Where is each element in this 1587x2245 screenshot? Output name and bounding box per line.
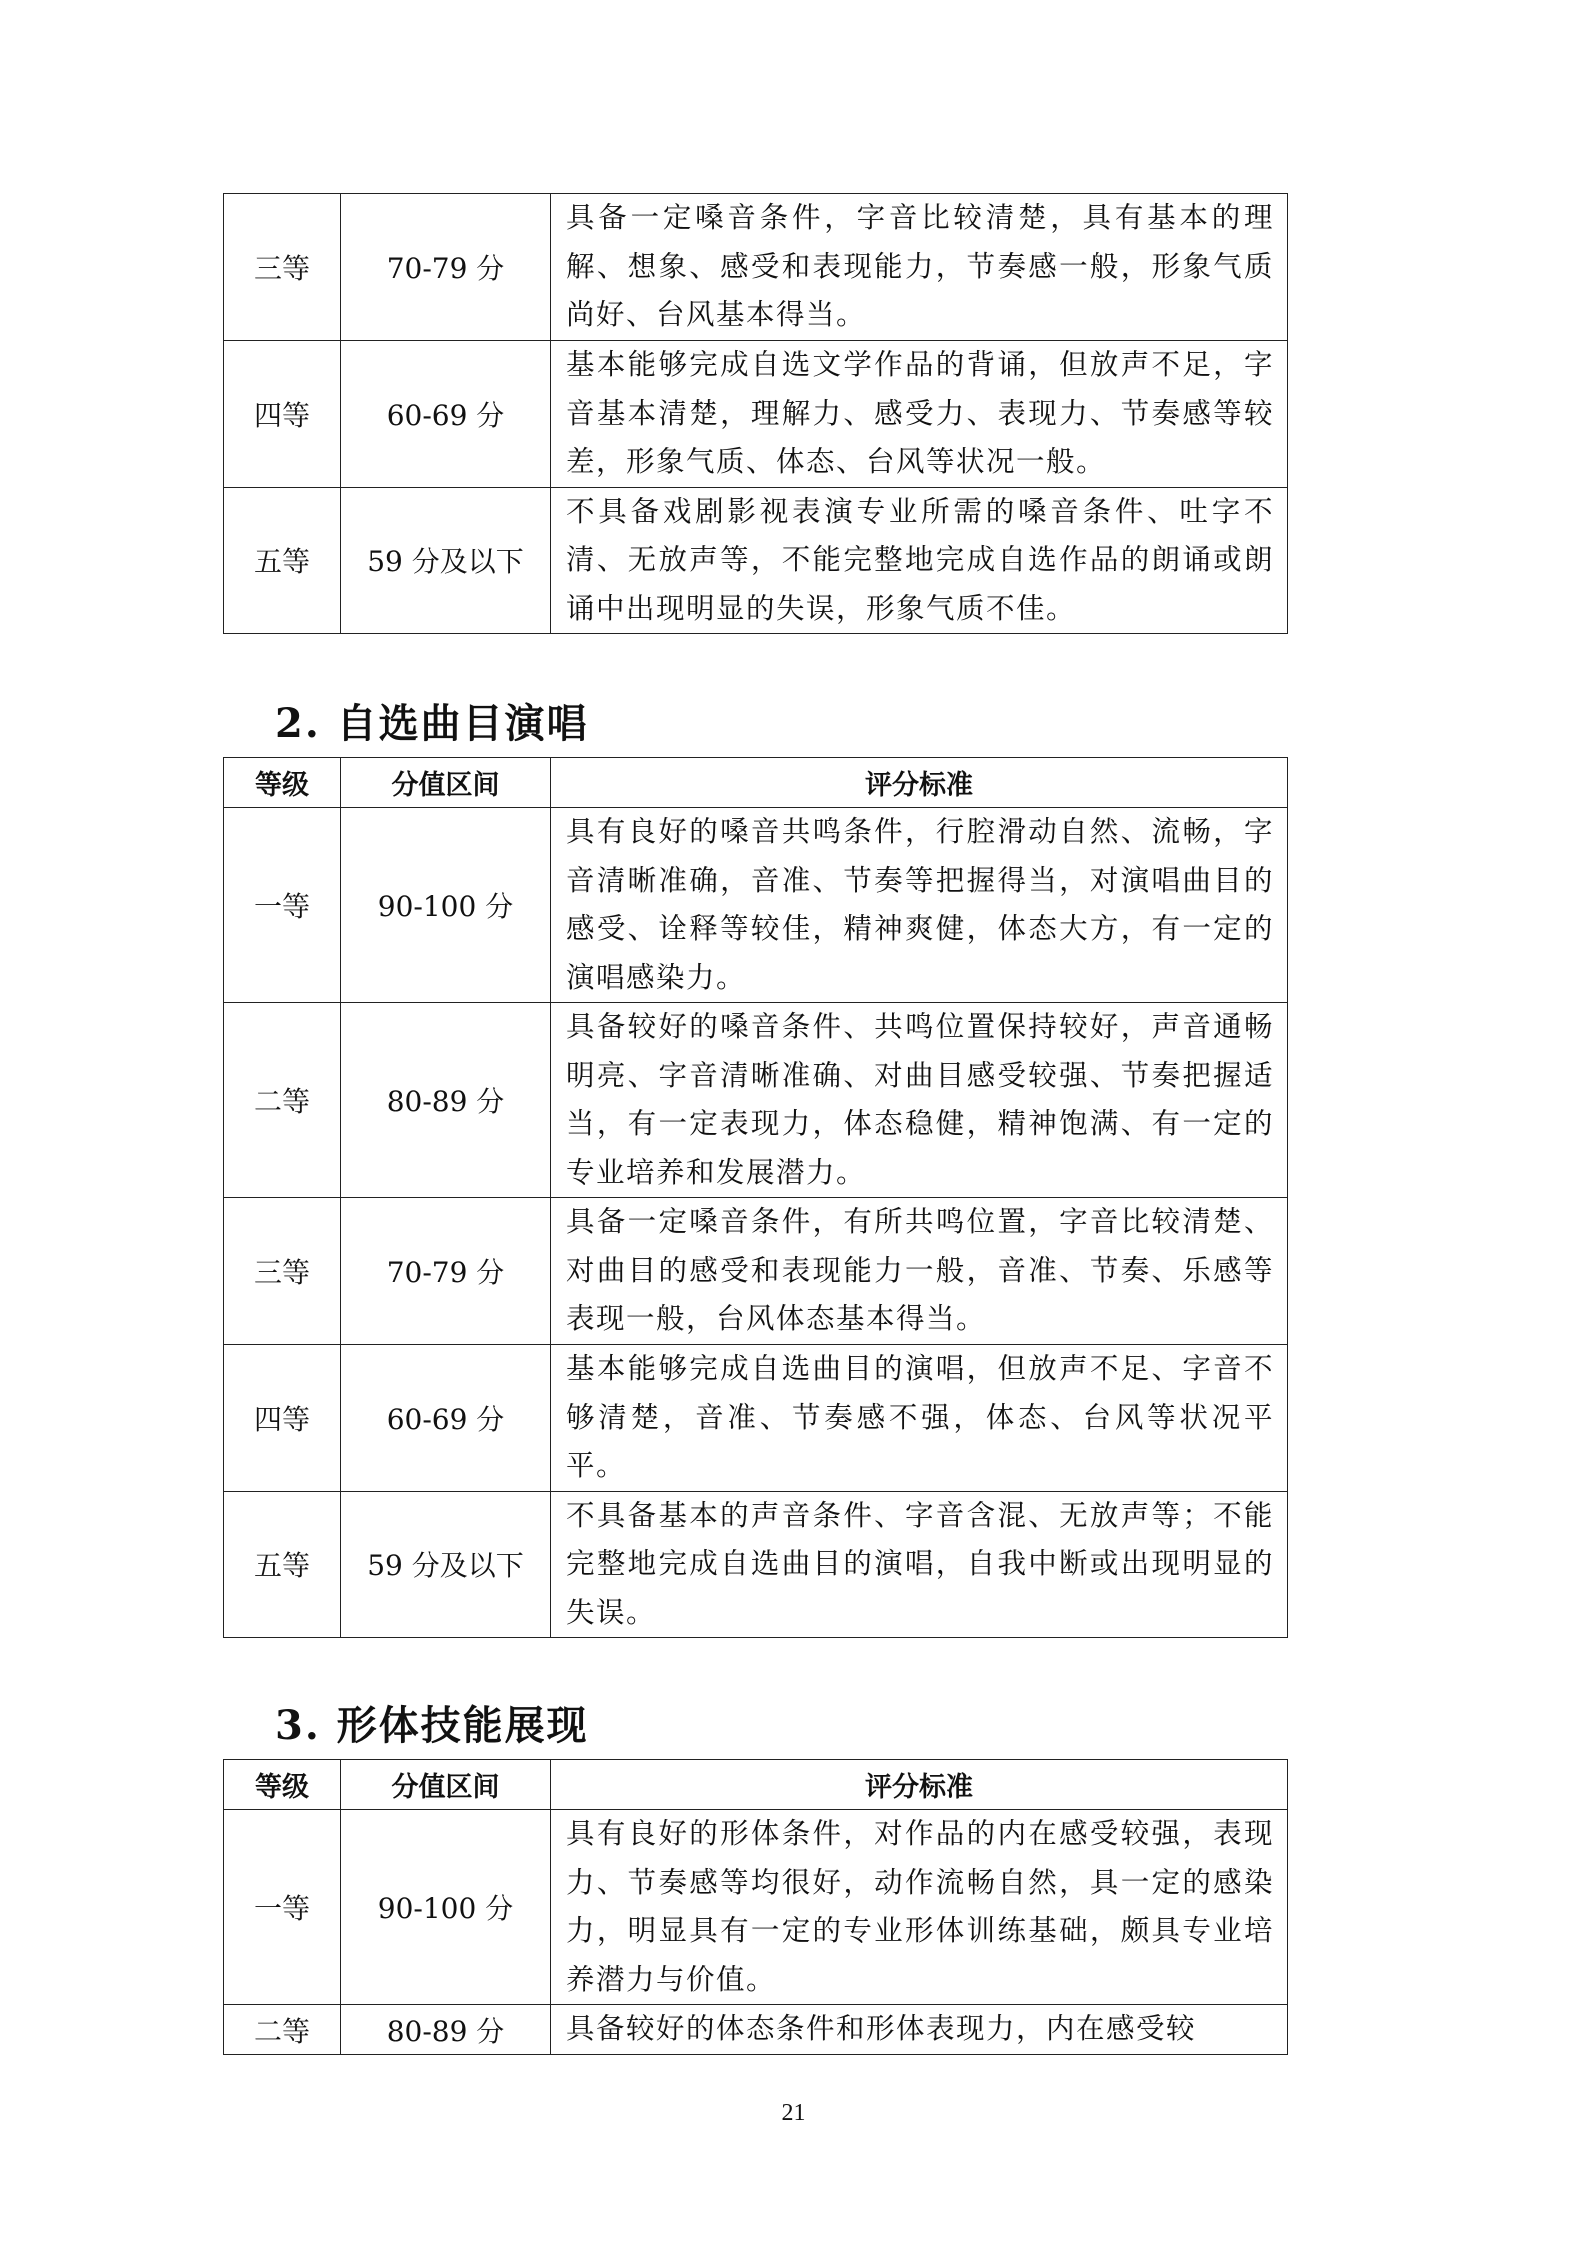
table-row: [224, 1198, 1288, 1345]
criteria-cell: 具有良好的嗓音共鸣条件，行腔滑动自然、流畅，字音清晰准确，音准、节奏等把握得当，对演唱曲目的感受、诠释等较佳，精神爽健，体态大方，有一定的演唱感染力。: [551, 808, 1288, 1003]
score-cell: 70-79 分: [341, 1198, 551, 1345]
column-header: 等级: [224, 1760, 341, 1810]
grading-table-physical: [223, 1759, 1288, 2055]
grading-table-recitation: [223, 193, 1288, 634]
grade-cell: 五等: [224, 1491, 341, 1638]
score-cell: 90-100 分: [341, 808, 551, 1003]
table-header-row: [224, 758, 1288, 808]
score-cell: 59 分及以下: [341, 487, 551, 634]
criteria-cell: 具备一定嗓音条件，有所共鸣位置，字音比较清楚、对曲目的感受和表现能力一般，音准、节奏、乐感等表现一般，台风体态基本得当。: [551, 1198, 1288, 1345]
criteria-cell: 不具备戏剧影视表演专业所需的嗓音条件、吐字不清、无放声等，不能完整地完成自选作品的朗诵或朗诵中出现明显的失误，形象气质不佳。: [551, 487, 1288, 634]
grade-cell: 一等: [224, 1810, 341, 2005]
table-header-row: [224, 1760, 1288, 1810]
score-cell: 60-69 分: [341, 341, 551, 488]
column-header: 分值区间: [341, 758, 551, 808]
table-row: [224, 487, 1288, 634]
table-row: [224, 1345, 1288, 1492]
criteria-cell: 基本能够完成自选文学作品的背诵，但放声不足，字音基本清楚，理解力、感受力、表现力、节奏感等较差，形象气质、体态、台风等状况一般。: [551, 341, 1288, 488]
score-cell: 59 分及以下: [341, 1491, 551, 1638]
grade-cell: 二等: [224, 1003, 341, 1198]
grade-cell: 一等: [224, 808, 341, 1003]
column-header: 评分标准: [551, 758, 1288, 808]
criteria-cell: 基本能够完成自选曲目的演唱，但放声不足、字音不够清楚，音准、节奏感不强，体态、台风等状况平平。: [551, 1345, 1288, 1492]
table-row: [224, 2005, 1288, 2055]
score-cell: 90-100 分: [341, 1810, 551, 2005]
score-cell: 70-79 分: [341, 194, 551, 341]
page-number: 21: [781, 2100, 806, 2126]
column-header: 分值区间: [341, 1760, 551, 1810]
column-header: 等级: [224, 758, 341, 808]
section-heading: 3. 形体技能展现: [275, 1702, 589, 1749]
table-row: [224, 1491, 1288, 1638]
section-heading: 2. 自选曲目演唱: [275, 700, 589, 747]
grade-cell: 四等: [224, 1345, 341, 1492]
criteria-cell: 不具备基本的声音条件、字音含混、无放声等；不能完整地完成自选曲目的演唱，自我中断或出现明显的失误。: [551, 1491, 1288, 1638]
criteria-cell: 具备较好的体态条件和形体表现力，内在感受较: [551, 2005, 1288, 2055]
grade-cell: 四等: [224, 341, 341, 488]
score-cell: 80-89 分: [341, 1003, 551, 1198]
table-row: [224, 1810, 1288, 2005]
column-header: 评分标准: [551, 1760, 1288, 1810]
score-cell: 80-89 分: [341, 2005, 551, 2055]
grading-table-singing: [223, 757, 1288, 1638]
criteria-cell: 具备较好的嗓音条件、共鸣位置保持较好，声音通畅明亮、字音清晰准确、对曲目感受较强、节奏把握适当，有一定表现力，体态稳健，精神饱满、有一定的专业培养和发展潜力。: [551, 1003, 1288, 1198]
table-row: [224, 194, 1288, 341]
grade-cell: 三等: [224, 1198, 341, 1345]
grade-cell: 二等: [224, 2005, 341, 2055]
table-row: [224, 341, 1288, 488]
grade-cell: 三等: [224, 194, 341, 341]
criteria-cell: 具备一定嗓音条件，字音比较清楚，具有基本的理解、想象、感受和表现能力，节奏感一般，形象气质尚好、台风基本得当。: [551, 194, 1288, 341]
table-row: [224, 808, 1288, 1003]
criteria-cell: 具有良好的形体条件，对作品的内在感受较强，表现力、节奏感等均很好，动作流畅自然，具一定的感染力，明显具有一定的专业形体训练基础，颇具专业培养潜力与价值。: [551, 1810, 1288, 2005]
grade-cell: 五等: [224, 487, 341, 634]
table-row: [224, 1003, 1288, 1198]
score-cell: 60-69 分: [341, 1345, 551, 1492]
